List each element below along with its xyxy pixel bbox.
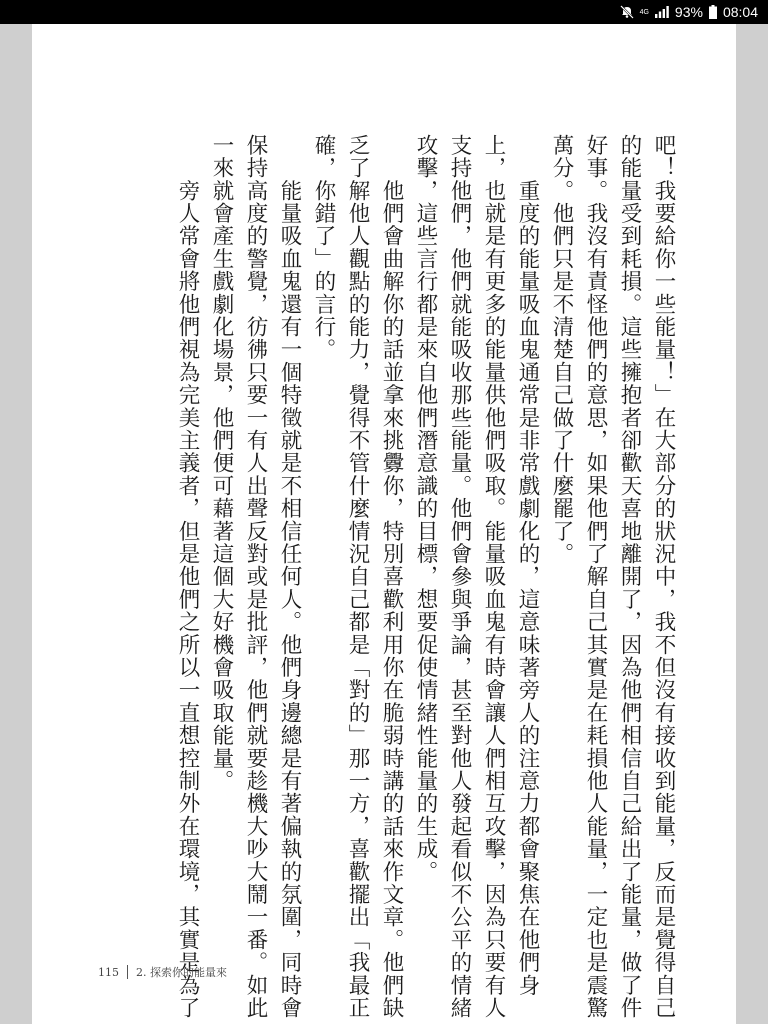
text-line: 保持高度的警覺，彷彿只要一有人出聲反對或是批評，他們就要趁機大吵大鬧一番。如此 (243, 134, 268, 1020)
text-line: 攻擊，這些言行都是來自他們潛意識的目標，想要促使情緒性能量的生成。 (413, 134, 438, 884)
page-number: 115 (98, 965, 119, 979)
text-line: 一來就會產生戲劇化場景，他們便可藉著這個大好機會吸取能量。 (209, 134, 234, 793)
network-4g-icon (640, 9, 649, 16)
page-footer (98, 964, 227, 980)
text-line: 他們會曲解你的話並拿來挑釁你，特別喜歡利用你在脆弱時講的話來作文章。他們缺 (379, 134, 404, 1020)
text-line: 萬分。他們只是不清楚自己做了什麼罷了。 (549, 134, 574, 566)
text-line: 確，你錯了」的言行。 (311, 134, 336, 361)
status-bar (0, 0, 768, 24)
text-line: 旁人常會將他們視為完美主義者，但是他們之所以一直想控制外在環境，其實是為了 (175, 134, 200, 1020)
text-line: 能量吸血鬼還有一個特徵就是不相信任何人。他們身邊總是有著偏執的氛圍，同時會 (277, 134, 302, 1020)
footer-divider (127, 965, 128, 979)
battery-icon (709, 5, 717, 19)
text-line: 好事。我沒有責怪他們的意思，如果他們了解自己其實是在耗損他人能量，一定也是震驚 (583, 134, 608, 1020)
mute-icon (620, 5, 634, 19)
text-line: 乏了解他人觀點的能力，覺得不管什麼情況自己都是「對的」那一方，喜歡擺出「我最正 (345, 134, 370, 1020)
network-label: 4G (639, 8, 649, 16)
text-line: 上，也就是有更多的能量供他們吸取。能量吸血鬼有時會讓人們相互攻擊，因為只要有人 (481, 134, 506, 1020)
text-line: 的能量受到耗損。這些擁抱者卻歡天喜地離開了，因為他們相信自己給出了能量，做了件 (617, 134, 642, 1020)
text-line: 支持他們，他們就能吸收那些能量。他們會參與爭論，甚至對他人發起看似不公平的情緒 (447, 134, 472, 1020)
battery-percent: 93% (674, 4, 703, 20)
book-page[interactable] (32, 24, 736, 1024)
chapter-title: 2. 探索你的能量來 (136, 966, 227, 979)
clock: 08:04 (722, 4, 758, 20)
status-icons (620, 3, 758, 21)
signal-icon (655, 6, 669, 18)
text-line: 重度的能量吸血鬼通常是非常戲劇化的，這意味著旁人的注意力都會聚焦在他們身 (515, 134, 540, 997)
text-line: 吧！我要給你一些能量！」在大部分的狀況中，我不但沒有接收到能量，反而是覺得自己 (651, 134, 676, 1020)
